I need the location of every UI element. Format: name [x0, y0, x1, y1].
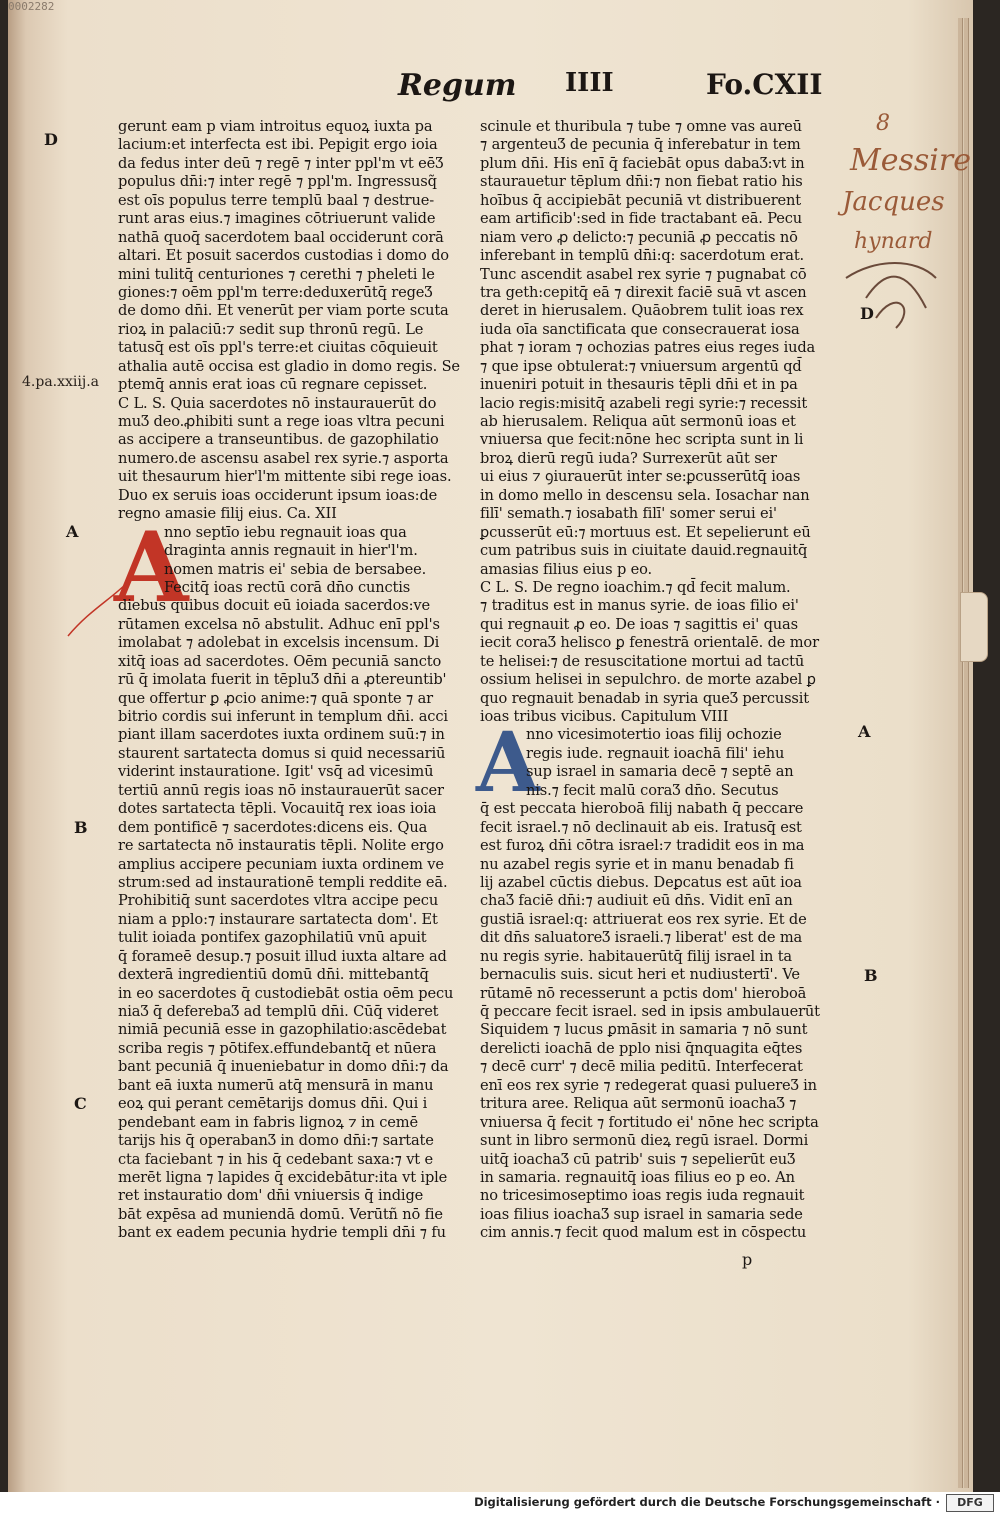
text-line: pendebant eam in fabris lignoꝝ ⁊ in cemē — [118, 1113, 418, 1131]
text-line: nis.⁊ fecit malū coraƷ dn̄o. Secutus — [526, 781, 779, 799]
text-line: derelicti ioachā de pplo nisi q̄nquagita eq̄tes — [480, 1039, 803, 1057]
text-line: Duo ex seruis ioas occiderunt ipsum ioas:de — [118, 486, 438, 504]
text-line: regis iude. regnauit ioachā fili' iehu — [526, 744, 785, 762]
running-head-book-number: IIII — [565, 68, 614, 98]
text-line: lij azabel cūctis diebus. Deꝑcatus est aūt ioa — [480, 873, 802, 891]
text-line: ptemq̄ annis erat ioas cū regnare cepisset. — [118, 376, 428, 394]
text-line: scriba regis ⁊ pōtifex.effundebantq̄ et nūera — [118, 1039, 437, 1057]
text-line: est oīs populus terre templū baal ⁊ destrue- — [118, 191, 435, 209]
text-line: tra geth:cepitq̄ eā ⁊ direxit faciē suā vt ascen — [480, 283, 807, 301]
dfg-logo: DFG — [946, 1494, 994, 1512]
text-line: sup israel in samaria decē ⁊ septē an — [526, 763, 794, 781]
page-tab-marker — [960, 592, 988, 662]
margin-letter-a-left: A — [66, 522, 79, 541]
text-line: da fedus inter deū ⁊ regē ⁊ inter ppl'm vt eēƷ — [118, 154, 444, 172]
svg-text:Messire: Messire — [850, 143, 971, 178]
text-line: eam artificib':sed in fide tractabant eā. Pecu — [480, 210, 803, 228]
text-line: ioas filius ioachaƷ sup israel in samaria sede — [480, 1205, 803, 1223]
text-line: scinule et thuribula ⁊ tube ⁊ omne vas aureū — [480, 118, 802, 135]
running-head-folio: Fo.CXII — [706, 68, 823, 101]
text-line: que offertur ꝑ ꝓcio anime:⁊ quā sponte ⁊ ar — [118, 689, 433, 707]
text-line: nathā quoq̄ sacerdotem baal occiderunt corā — [118, 228, 444, 246]
text-line: ⁊ traditus est in manus syrie. de ioas filio ei' — [480, 597, 799, 615]
text-line: cum patribus suis in ciuitate dauid.regnauitq̄ — [480, 542, 808, 560]
text-line: runt aras eius.⁊ imagines cōtriuerunt valide — [118, 210, 436, 228]
text-line: rū q̄ imolata fuerit in tēpluƷ dn̄i a ꝓtereuntib' — [118, 671, 447, 689]
text-line: Prohibitiq̄ sunt sacerdotes vltra accipe pecu — [118, 892, 439, 910]
text-line: bitrio cordis sui inferunt in templum dn̄i. acci — [118, 708, 448, 725]
text-line: uit thesaurum hier'l'm mittente sibi rege ioas. — [118, 468, 452, 486]
text-line: ossium helisei in sepulchro. de morte azabel ꝑ — [480, 671, 816, 689]
text-line: de domo dn̄i. Et venerūt per viam porte scuta — [118, 302, 449, 320]
text-line: cta faciebant ⁊ in his q̄ cedebant saxa:⁊ vt e — [118, 1150, 433, 1168]
svg-text:8: 8 — [876, 111, 890, 136]
text-line: piant illam sacerdotes iuxta ordinem suū:⁊ in — [118, 726, 445, 744]
text-line: est furoꝝ dn̄i cōtra israel:⁊ tradidit eos in ma — [480, 837, 805, 855]
blue-initial: A — [476, 715, 540, 811]
page-edge — [964, 18, 969, 1488]
text-line: lacium:et interfecta est ibi. Pepigit ergo ioia — [118, 136, 438, 154]
text-line: in samaria. regnauitq̄ ioas filius eo p eo. An — [480, 1168, 795, 1186]
text-line: viderint instauratione. Igit' vsq̄ ad vicesimū — [118, 763, 434, 781]
text-line: dem pontificē ⁊ sacerdotes:dicens eis. Qua — [118, 818, 428, 836]
text-line: nno vicesimotertio ioas filij ochozie — [526, 726, 782, 744]
text-line: imolabat ⁊ adolebat in excelsis incensum. Di — [118, 634, 440, 652]
text-line: bant pecuniā q̄ inueniebatur in domo dn̄i:⁊ da — [118, 1058, 449, 1076]
text-line: staurauetur tēplum dn̄i:⁊ non fiebat ratio his — [480, 173, 803, 191]
text-line: in domo mello in descensu sela. Iosachar nan — [480, 486, 810, 504]
text-line: ui eius ⁊ ꝯiurauerūt inter se:ꝑcusserūtq̄ ioas — [480, 468, 801, 486]
text-line: cim annis.⁊ fecit quod malum est in cōspectu — [480, 1224, 807, 1242]
text-line: iecit coraƷ helisco ꝑ fenestrā orientalē. de mor — [480, 634, 819, 652]
text-line: ioas tribus vicibus. Capitulum VIII — [480, 708, 729, 725]
right-text-column — [480, 118, 820, 1243]
text-line: niam vero ꝓ delicto:⁊ pecuniā ꝓ peccatis nō — [480, 228, 798, 246]
text-line: plum dn̄i. His enī q̄ faciebāt opus dabaƷ:vt in — [480, 154, 805, 172]
text-line: ⁊ que ipse obtulerat:⁊ vniuersum argentū qd̄ — [480, 357, 802, 375]
svg-text:hynard: hynard — [854, 229, 933, 254]
text-line: giones:⁊ oēm ppl'm terre:deduxerūtq̄ regeƷ — [118, 283, 433, 301]
text-line: bernaculis suis. sicut heri et nudiustertī'. Ve — [480, 966, 800, 984]
text-line: muƷ deo.ꝓhibiti sunt a rege ioas vltra pecuni — [118, 413, 445, 430]
text-line: nu azabel regis syrie et in manu benadab fi — [480, 855, 794, 873]
text-line: lacio regis:misitq̄ azabeli regi syrie:⁊ recessit — [480, 394, 808, 412]
text-line: ab hierusalem. Reliqua aūt sermonū ioas et — [480, 413, 796, 430]
text-line: as accipere a transeuntibus. de gazophilatio — [118, 431, 439, 449]
text-line: merēt ligna ⁊ lapides q̄ excidebātur:ita vt iple — [118, 1168, 448, 1186]
text-line: re sartatecta nō instauratis tēpli. Nolite ergo — [118, 837, 444, 855]
text-line: rūtamē nō recesserunt a pctis dom' hieroboā — [480, 984, 807, 1002]
text-line: enī eos rex syrie ⁊ redegerat quasi puluereƷ in — [480, 1076, 817, 1094]
text-line: staurent sartatecta domus si quid necessariū — [118, 744, 446, 762]
text-line: Fecitq̄ ioas rectū corā dn̄o cunctis — [164, 578, 411, 596]
text-line: nomen matris ei' sebia de bersabee. — [164, 560, 427, 578]
text-line: iuda oīa sanctificata que consecrauerat iosa — [480, 320, 800, 338]
text-line: hoībus q̄ accipiebāt pecuniā vt distribuerent — [480, 191, 801, 209]
text-line: dexterā ingredientiū domū dn̄i. mittebantq̄ — [118, 966, 429, 984]
text-line: te helisei:⁊ de resuscitatione mortui ad tactū — [480, 652, 805, 670]
svg-text:Jacques: Jacques — [842, 187, 945, 217]
text-line: nno septīo iebu regnauit ioas qua — [164, 523, 407, 541]
margin-letter-d-left: D — [44, 130, 58, 149]
margin-reference-note: 4.pa.xxiij.a — [22, 374, 99, 390]
handwritten-ownership-note-icon — [836, 108, 971, 338]
text-line: rūtamen excelsa nō abstulit. Adhuc enī ppl's — [118, 615, 440, 633]
margin-letter-c-left: C — [74, 1094, 87, 1113]
text-line: regno amasie filij eius. Ca. XII — [118, 505, 337, 523]
text-line: Siquidem ⁊ lucus ꝑmāsit in samaria ⁊ nō sunt — [480, 1021, 808, 1039]
text-line: tulit ioiada pontifex gazophilatiū vnū apuit — [118, 929, 427, 947]
text-line: inueniri potuit in thesauris tēpli dn̄i et in pa — [480, 376, 798, 394]
signature-mark: p — [742, 1250, 753, 1269]
margin-letter-a-right: A — [858, 722, 871, 741]
text-line: dotes sartatecta tēpli. Vocauitq̄ rex ioas ioia — [118, 800, 437, 818]
text-line: nimiā pecuniā esse in gazophilatio:ascēdebat — [118, 1021, 447, 1039]
text-line: gerunt eam p viam introitus equoꝝ iuxta pa — [118, 118, 433, 135]
text-line: tatusq̄ est oīs ppl's terre:et ciuitas cōquieuit — [118, 339, 438, 357]
running-head-book: Regum — [398, 68, 517, 103]
text-line: mini tulitq̄ centuriones ⁊ cerethi ⁊ pheleti le — [118, 265, 435, 283]
text-line: numero.de ascensu asabel rex syrie.⁊ asporta — [118, 449, 449, 467]
text-line: q̄ est peccata hieroboā filij nabath q̄ peccare — [480, 800, 804, 818]
text-line: qui regnauit ꝓ eo. De ioas ⁊ sagittis ei' quas — [480, 615, 798, 633]
text-line: q̄ forameē desup.⁊ posuit illud iuxta altare ad — [118, 947, 447, 965]
text-line: amplius accipere pecuniam iuxta ordinem ve — [118, 855, 444, 873]
text-line: diebus quibus docuit eū ioiada sacerdos:ve — [118, 597, 430, 615]
red-initial: A — [114, 511, 189, 624]
text-line: rioꝝ in palaciū:⁊ sedit sup thronū regū. Le — [118, 320, 424, 338]
margin-letter-b-left: B — [74, 818, 88, 837]
text-line: eoꝝ qui ꝑerant cemētarijs domus dn̄i. Qui i — [118, 1095, 428, 1113]
margin-letter-d-right: D — [860, 304, 874, 323]
text-line: populus dn̄i:⁊ inter regē ⁊ ppl'm. Ingressusq̃ — [118, 173, 437, 191]
funding-notice: Digitalisierung gefördert durch die Deutsche Forschungsgemeinschaft · — [474, 1495, 940, 1509]
text-line: C L. S. De regno ioachim.⁊ qd̄ fecit malum. — [480, 578, 791, 596]
text-line: bant ex eadem pecunia hydrie templi dn̄i ⁊ fu — [118, 1224, 446, 1242]
text-line: athalia autē occisa est gladio in domo regis. Se — [118, 357, 460, 375]
text-line: bāt expēsa ad muniendā domū. Verūtñ nō fie — [118, 1205, 443, 1223]
margin-letter-b-right: B — [864, 966, 878, 985]
text-line: chaƷ faciē dn̄i:⁊ audiuit eū dn̄s. Vidit enī an — [480, 892, 793, 910]
text-line: broꝝ dierū regū iuda? Surrexerūt aūt ser — [480, 449, 777, 467]
text-line: phat ⁊ ioram ⁊ ochozias patres eius reges iuda — [480, 339, 816, 357]
text-line: quo regnauit benadab in syria queƷ percussit — [480, 689, 810, 707]
text-line: tertiū annū regis ioas nō instaurauerūt sacer — [118, 781, 444, 799]
text-line: niam a pplo:⁊ instaurare sartatecta dom'. Et — [118, 910, 438, 928]
text-line: niaƷ q̄ deferebaƷ ad templū dn̄i. Cūq̄ videret — [118, 1003, 439, 1020]
page-edge — [958, 18, 963, 1488]
text-line: inferebant in templū dn̄i:q: sacerdotum erat. — [480, 247, 805, 265]
text-line: nu regis syrie. habitauerūtq̄ filij israel in ta — [480, 947, 792, 965]
text-line: strum:sed ad instaurationē templi reddite eā. — [118, 873, 448, 891]
footer-bar — [0, 1492, 1000, 1513]
text-line: uitq̄ ioachaƷ cū patrib' suis ⁊ sepelierūt euƷ — [480, 1150, 796, 1168]
scan-corner-id: 0002282 — [8, 0, 55, 13]
text-line: sunt in libro sermonū dieꝝ regū israel. Dormi — [480, 1132, 809, 1150]
left-text-column — [118, 118, 458, 1243]
text-line: vniuersa q̄ fecit ⁊ fortitudo ei' nōne hec scripta — [480, 1113, 819, 1131]
text-line: q̄ peccare fecit israel. sed in ipsis ambulauerūt — [480, 1003, 820, 1020]
text-line: dit dn̄s saluatoreƷ israeli.⁊ liberat' est de ma — [480, 929, 803, 947]
text-line: draginta annis regnauit in hier'l'm. — [164, 542, 418, 560]
text-line: no tricesimoseptimo ioas regis iuda regnauit — [480, 1187, 805, 1205]
text-line: bant eā iuxta numerū atq̄ mensurā in manu — [118, 1076, 434, 1094]
text-line: deret in hierusalem. Quāobrem tulit ioas rex — [480, 302, 804, 320]
text-line: vniuersa que fecit:nōne hec scripta sunt in li — [480, 431, 804, 449]
text-line: xitq̄ ioas ad sacerdotes. Oēm pecuniā sancto — [118, 652, 442, 670]
text-line: tarijs his q̄ operabanƷ in domo dn̄i:⁊ sartate — [118, 1132, 434, 1150]
text-line: ret instauratio dom' dn̄i vniuersis q̄ indige — [118, 1187, 424, 1205]
text-line: Tunc ascendit asabel rex syrie ⁊ pugnabat cō — [480, 265, 807, 283]
text-line: fecit israel.⁊ nō declinauit ab eis. Iratusq̄ est — [480, 818, 802, 836]
text-line: altari. Et posuit sacerdos custodias i domo do — [118, 247, 449, 265]
text-line: amasias filius eius p eo. — [480, 560, 653, 578]
text-line: ⁊ argenteuƷ de pecunia q̄ inferebatur in tem — [480, 136, 801, 154]
text-line: C L. S. Quia sacerdotes nō instaurauerūt do — [118, 394, 437, 412]
text-line: gustiā israel:q: attriuerat eos rex syrie. Et de — [480, 910, 807, 928]
text-line: in eo sacerdotes q̄ custodiebāt ostia oēm pecu — [118, 984, 454, 1002]
text-line: filī' semath.⁊ iosabath filī' somer serui ei' — [480, 505, 777, 523]
text-line: tritura aree. Reliqua aūt sermonū ioachaƷ ⁊ — [480, 1095, 797, 1113]
text-line: ꝑcusserūt eū:⁊ mortuus est. Et sepelierunt eū — [480, 523, 811, 541]
text-line: ⁊ decē curr' ⁊ decē milia peditū. Interfecerat — [480, 1058, 803, 1076]
